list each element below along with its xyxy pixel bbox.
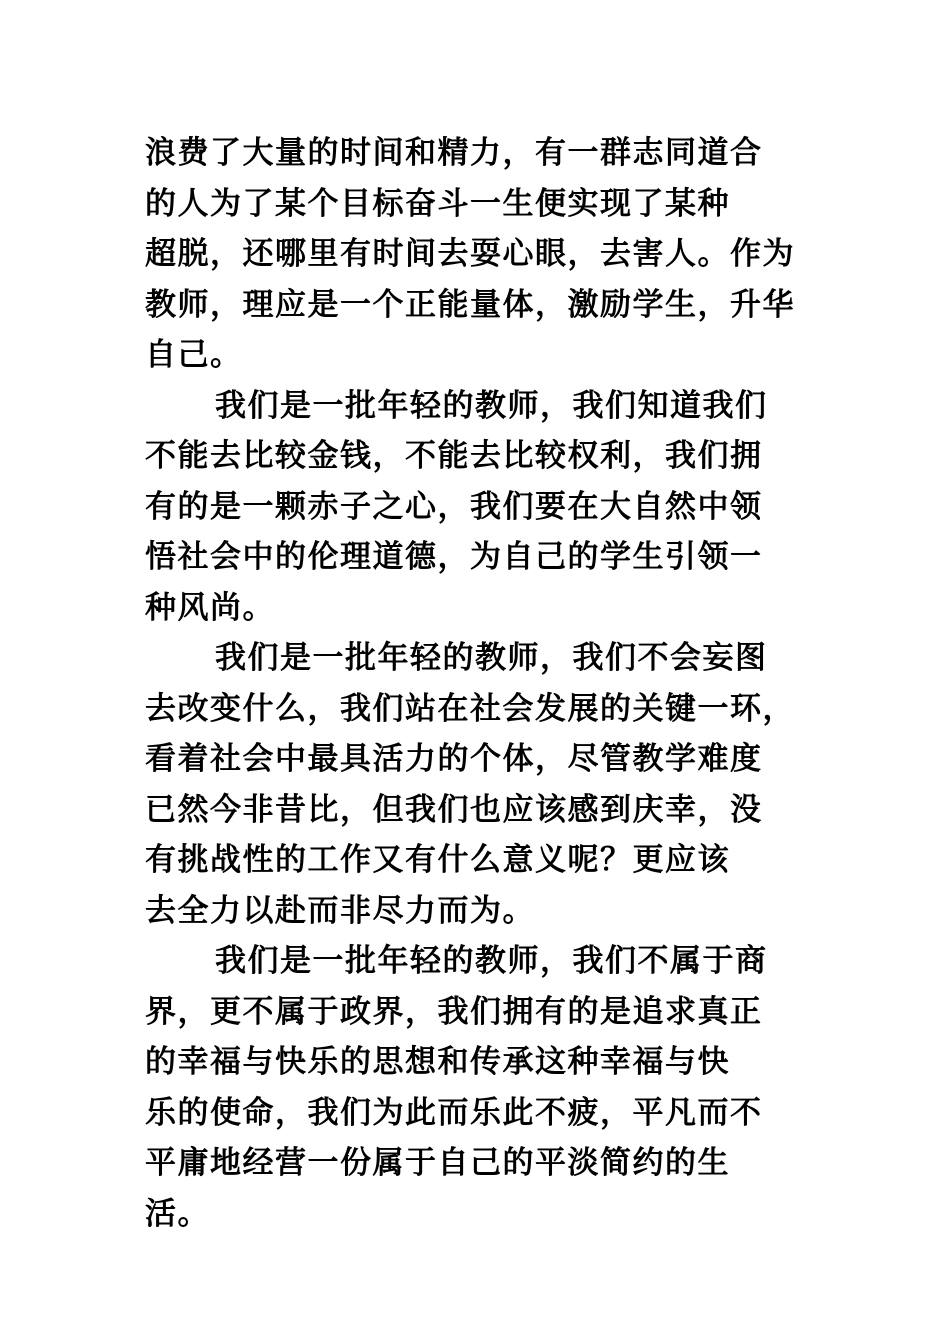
text-line: 已然今非昔比，但我们也应该感到庆幸，没 <box>145 791 763 828</box>
paragraph <box>145 936 825 1239</box>
paragraph <box>145 128 825 381</box>
text-line: 去全力以赴而非尽力而为。 <box>145 892 535 929</box>
text-line: 自己。 <box>145 337 243 373</box>
text-line: 看着社会中最具活力的个体，尽管教学难度 <box>145 741 763 777</box>
text-line: 平庸地经营一份属于自己的平淡简约的生 <box>145 1145 730 1181</box>
text-line: 界，更不属于政界，我们拥有的是追求真正 <box>145 993 763 1030</box>
text-line: 有挑战性的工作又有什么意义呢？更应该 <box>145 842 730 878</box>
text-line: 我们是一批年轻的教师，我们不属于商 <box>215 943 768 979</box>
text-line: 种风尚。 <box>145 589 275 626</box>
text-line: 活。 <box>145 1195 210 1232</box>
paragraph <box>145 381 825 634</box>
text-line: 超脱，还哪里有时间去耍心眼，去害人。作为 <box>145 236 795 272</box>
text-line: 悟社会中的伦理道德，为自己的学生引领一 <box>145 539 763 575</box>
text-line: 有的是一颗赤子之心，我们要在大自然中领 <box>145 488 763 525</box>
text-line: 的人为了某个目标奋斗一生便实现了某种 <box>145 185 730 222</box>
text-line: 我们是一批年轻的教师，我们不会妄图 <box>215 640 768 676</box>
text-line: 乐的使命，我们为此而乐此不疲，平凡而不 <box>145 1094 763 1131</box>
text-line: 不能去比较金钱，不能去比较权利，我们拥 <box>145 438 763 474</box>
text-line: 浪费了大量的时间和精力，有一群志同道合 <box>145 135 763 171</box>
text-line: 的幸福与快乐的思想和传承这种幸福与快 <box>145 1044 730 1080</box>
text-line: 去改变什么，我们站在社会发展的关键一环， <box>145 690 795 727</box>
text-line: 教师，理应是一个正能量体，激励学生，升华 <box>145 286 795 323</box>
paragraph <box>145 633 825 936</box>
text-line: 我们是一批年轻的教师，我们知道我们 <box>215 387 768 424</box>
document-body <box>145 128 825 1239</box>
